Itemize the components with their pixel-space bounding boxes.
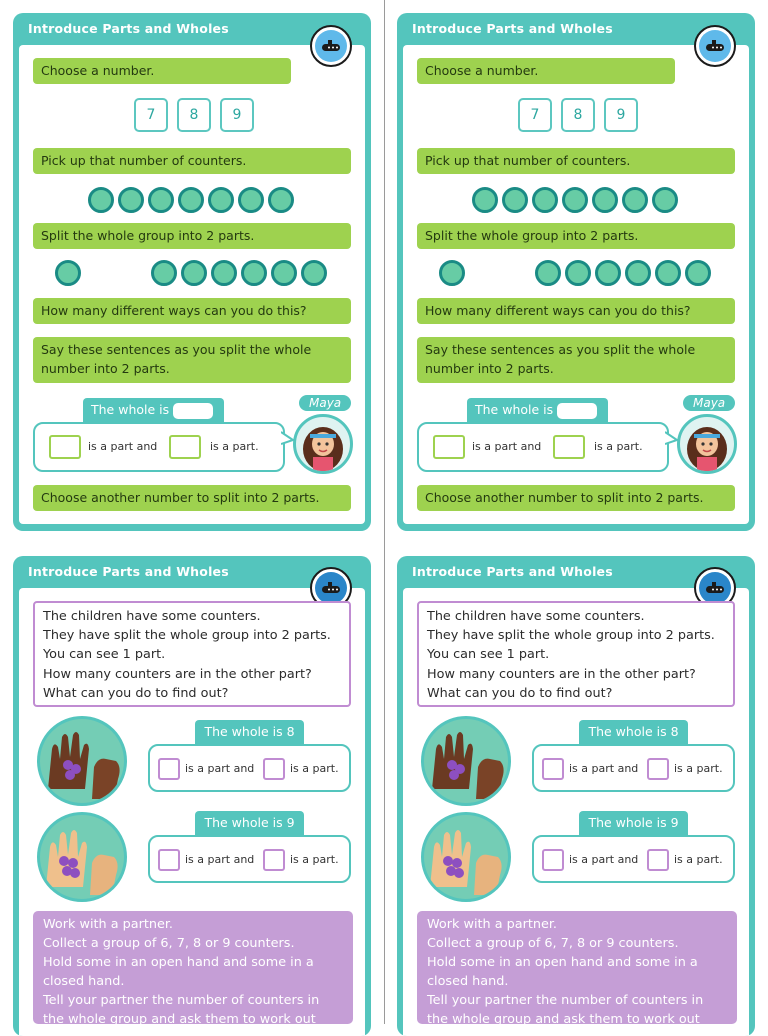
partner-activity-box bbox=[417, 911, 737, 1027]
instruction-choose-another: Choose another number to split into 2 parts. bbox=[417, 485, 735, 511]
counter bbox=[595, 260, 621, 286]
number-option-7[interactable]: 7 bbox=[134, 98, 168, 132]
activity-line: the whole group and ask them to work out bbox=[427, 1012, 700, 1027]
part-and-text: is a part and bbox=[472, 440, 542, 453]
counter bbox=[238, 187, 264, 213]
whole-is-9-tab: The whole is 9 bbox=[195, 811, 304, 835]
scenario-line: The children have some counters. bbox=[427, 609, 645, 624]
part-blank-2[interactable] bbox=[263, 849, 285, 871]
instruction-choose-another: Choose another number to split into 2 parts. bbox=[33, 485, 351, 511]
counter bbox=[532, 187, 558, 213]
whole-blank[interactable] bbox=[557, 403, 597, 419]
scenario-line: What can you do to find out? bbox=[43, 685, 229, 701]
counter bbox=[241, 260, 267, 286]
activity-line: Work with a partner. bbox=[427, 917, 557, 932]
sentence-bubble-9 bbox=[148, 835, 351, 883]
hands-image-9 bbox=[37, 812, 127, 902]
sentence-bubble-8 bbox=[532, 744, 735, 792]
activity-line: Hold some in an open hand and some in a bbox=[43, 955, 314, 970]
part-blank-2[interactable] bbox=[553, 435, 585, 459]
scenario-line: You can see 1 part. bbox=[43, 647, 166, 663]
whole-is-label: The whole is bbox=[475, 402, 554, 417]
counter bbox=[685, 260, 711, 286]
part-and-text: is a part and bbox=[185, 762, 255, 775]
sentence-bubble bbox=[417, 422, 669, 472]
part-and-text: is a part and bbox=[88, 440, 158, 453]
hands-image-8 bbox=[37, 716, 127, 806]
counter bbox=[565, 260, 591, 286]
part-and-text: is a part and bbox=[569, 853, 639, 866]
activity-line: Work with a partner. bbox=[43, 917, 173, 932]
activity-line: closed hand. bbox=[427, 974, 509, 989]
counter bbox=[439, 260, 465, 286]
part-blank-1[interactable] bbox=[158, 758, 180, 780]
part-blank-1[interactable] bbox=[542, 758, 564, 780]
activity-line: Collect a group of 6, 7, 8 or 9 counters. bbox=[427, 936, 679, 951]
part-blank-2[interactable] bbox=[647, 849, 669, 871]
counter bbox=[211, 260, 237, 286]
instruction-split: Split the whole group into 2 parts. bbox=[33, 223, 351, 249]
scenario-line: What can you do to find out? bbox=[427, 685, 613, 701]
activity-line: Tell your partner the number of counters in bbox=[427, 993, 704, 1008]
character-name-label: Maya bbox=[299, 395, 351, 411]
counter bbox=[625, 260, 651, 286]
counter bbox=[562, 187, 588, 213]
counter bbox=[55, 260, 81, 286]
maya-avatar bbox=[677, 414, 737, 474]
activity-line: Tell your partner the number of counters in bbox=[43, 993, 320, 1008]
counter bbox=[118, 187, 144, 213]
instruction-pick-up: Pick up that number of counters. bbox=[417, 148, 735, 174]
part-blank-2[interactable] bbox=[169, 435, 201, 459]
scenario-text-box bbox=[33, 601, 351, 707]
part-blank-1[interactable] bbox=[542, 849, 564, 871]
scenario-line: They have split the whole group into 2 parts. bbox=[427, 628, 715, 644]
counter bbox=[178, 187, 204, 213]
character-name-label: Maya bbox=[683, 395, 735, 411]
counter bbox=[268, 187, 294, 213]
is-part-text: is a part. bbox=[594, 440, 643, 453]
counter bbox=[151, 260, 177, 286]
activity-line: closed hand. bbox=[43, 974, 125, 989]
counter bbox=[148, 187, 174, 213]
question-how-many-ways: How many different ways can you do this? bbox=[33, 298, 351, 324]
counter bbox=[592, 187, 618, 213]
whole-is-label: The whole is bbox=[91, 402, 170, 417]
number-option-8[interactable]: 8 bbox=[177, 98, 211, 132]
counter bbox=[301, 260, 327, 286]
counter bbox=[271, 260, 297, 286]
is-part-text: is a part. bbox=[290, 853, 339, 866]
counter bbox=[535, 260, 561, 286]
counter bbox=[652, 187, 678, 213]
card-title: Introduce Parts and Wholes bbox=[412, 564, 613, 579]
counter bbox=[472, 187, 498, 213]
whole-is-8-tab: The whole is 8 bbox=[579, 720, 688, 744]
scenario-line: How many counters are in the other part? bbox=[43, 666, 312, 682]
submarine-icon bbox=[694, 25, 736, 67]
counter bbox=[502, 187, 528, 213]
activity-line: the whole group and ask them to work out bbox=[43, 1012, 316, 1027]
is-part-text: is a part. bbox=[290, 762, 339, 775]
number-option-8[interactable]: 8 bbox=[561, 98, 595, 132]
column-divider bbox=[384, 0, 385, 1024]
instruction-choose-number: Choose a number. bbox=[417, 58, 675, 84]
activity-line: Collect a group of 6, 7, 8 or 9 counters. bbox=[43, 936, 295, 951]
scenario-line: How many counters are in the other part? bbox=[427, 666, 696, 682]
instruction-pick-up: Pick up that number of counters. bbox=[33, 148, 351, 174]
whole-blank[interactable] bbox=[173, 403, 213, 419]
number-option-9[interactable]: 9 bbox=[604, 98, 638, 132]
card-title: Introduce Parts and Wholes bbox=[412, 21, 613, 36]
part-blank-2[interactable] bbox=[263, 758, 285, 780]
is-part-text: is a part. bbox=[674, 762, 723, 775]
whole-is-9-tab: The whole is 9 bbox=[579, 811, 688, 835]
number-option-9[interactable]: 9 bbox=[220, 98, 254, 132]
scenario-line: They have split the whole group into 2 parts. bbox=[43, 628, 331, 644]
whole-is-tab bbox=[83, 398, 224, 422]
instruction-choose-number: Choose a number. bbox=[33, 58, 291, 84]
sentence-bubble-9 bbox=[532, 835, 735, 883]
part-and-text: is a part and bbox=[185, 853, 255, 866]
part-blank-2[interactable] bbox=[647, 758, 669, 780]
question-how-many-ways: How many different ways can you do this? bbox=[417, 298, 735, 324]
part-blank-1[interactable] bbox=[49, 435, 81, 459]
instruction-split: Split the whole group into 2 parts. bbox=[417, 223, 735, 249]
scenario-line: You can see 1 part. bbox=[427, 647, 550, 663]
number-option-7[interactable]: 7 bbox=[518, 98, 552, 132]
part-blank-1[interactable] bbox=[433, 435, 465, 459]
counter bbox=[655, 260, 681, 286]
part-and-text: is a part and bbox=[569, 762, 639, 775]
sentence-bubble-8 bbox=[148, 744, 351, 792]
counter bbox=[622, 187, 648, 213]
is-part-text: is a part. bbox=[210, 440, 259, 453]
counter bbox=[88, 187, 114, 213]
scenario-line: The children have some counters. bbox=[43, 609, 261, 624]
maya-avatar bbox=[293, 414, 353, 474]
whole-is-tab bbox=[467, 398, 608, 422]
submarine-icon bbox=[310, 25, 352, 67]
instruction-say-sentences: Say these sentences as you split the whole number into 2 parts. bbox=[33, 337, 351, 383]
sentence-bubble bbox=[33, 422, 285, 472]
counter bbox=[181, 260, 207, 286]
scenario-text-box bbox=[417, 601, 735, 707]
is-part-text: is a part. bbox=[674, 853, 723, 866]
activity-line: Hold some in an open hand and some in a bbox=[427, 955, 698, 970]
partner-activity-box bbox=[33, 911, 353, 1027]
part-blank-1[interactable] bbox=[158, 849, 180, 871]
counter bbox=[208, 187, 234, 213]
hands-image-8 bbox=[421, 716, 511, 806]
instruction-say-sentences: Say these sentences as you split the whole number into 2 parts. bbox=[417, 337, 735, 383]
hands-image-9 bbox=[421, 812, 511, 902]
card-title: Introduce Parts and Wholes bbox=[28, 564, 229, 579]
whole-is-8-tab: The whole is 8 bbox=[195, 720, 304, 744]
card-title: Introduce Parts and Wholes bbox=[28, 21, 229, 36]
